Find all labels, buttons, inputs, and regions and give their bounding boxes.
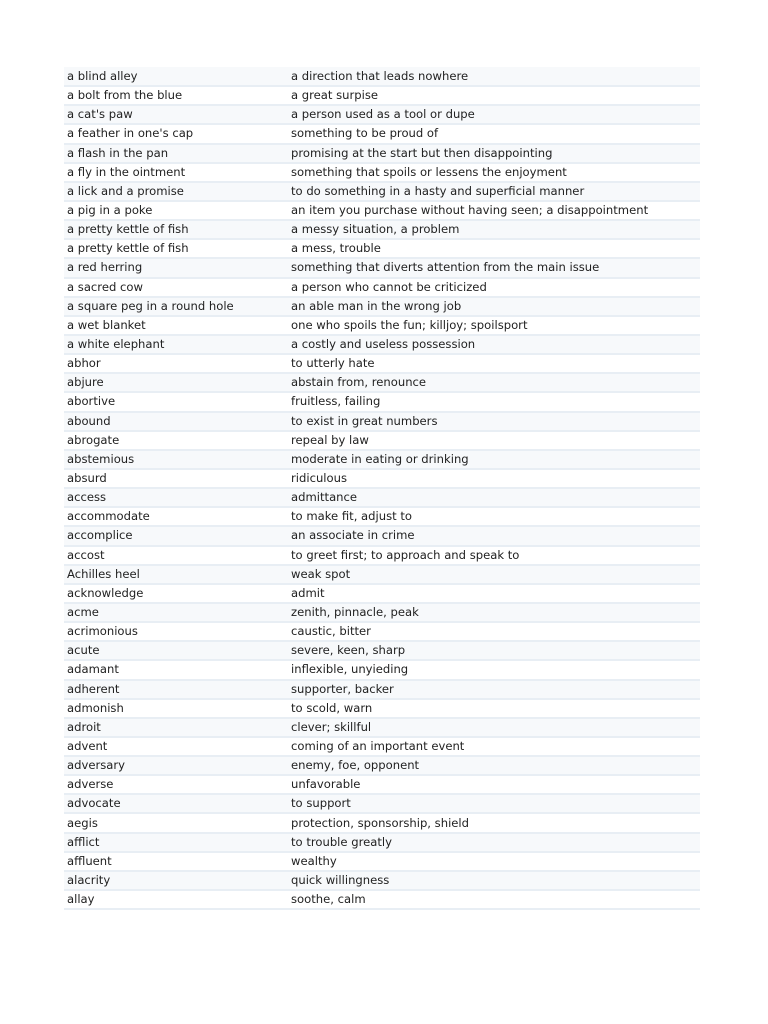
term-cell: adversary <box>64 756 288 775</box>
table-row <box>64 316 700 335</box>
table-row <box>64 603 700 622</box>
term-cell: a flash in the pan <box>64 144 288 163</box>
table-row <box>64 431 700 450</box>
term-cell: acknowledge <box>64 584 288 603</box>
definition-cell: to do something in a hasty and superficial manner <box>288 182 700 201</box>
table-row <box>64 775 700 794</box>
definition-cell: zenith, pinnacle, peak <box>288 603 700 622</box>
term-cell: a pig in a poke <box>64 201 288 220</box>
term-cell: a pretty kettle of fish <box>64 239 288 258</box>
table-row <box>64 354 700 373</box>
table-row <box>64 852 700 871</box>
definition-cell: supporter, backer <box>288 680 700 699</box>
term-cell: abrogate <box>64 431 288 450</box>
table-row <box>64 163 700 182</box>
definition-cell: a great surpise <box>288 86 700 105</box>
term-cell: acme <box>64 603 288 622</box>
table-row <box>64 890 700 909</box>
term-cell: acrimonious <box>64 622 288 641</box>
definition-cell: unfavorable <box>288 775 700 794</box>
table-row <box>64 450 700 469</box>
definition-cell: a costly and useless possession <box>288 335 700 354</box>
definition-cell: soothe, calm <box>288 890 700 909</box>
term-cell: adverse <box>64 775 288 794</box>
definition-cell: a person used as a tool or dupe <box>288 105 700 124</box>
term-cell: a pretty kettle of fish <box>64 220 288 239</box>
definition-cell: quick willingness <box>288 871 700 890</box>
term-cell: abhor <box>64 354 288 373</box>
term-cell: advent <box>64 737 288 756</box>
term-cell: affluent <box>64 852 288 871</box>
term-cell: acute <box>64 641 288 660</box>
definition-cell: moderate in eating or drinking <box>288 450 700 469</box>
definition-cell: one who spoils the fun; killjoy; spoilsport <box>288 316 700 335</box>
table-row <box>64 124 700 143</box>
term-cell: adherent <box>64 680 288 699</box>
definition-cell: a messy situation, a problem <box>288 220 700 239</box>
definition-cell: to make fit, adjust to <box>288 507 700 526</box>
table-row <box>64 565 700 584</box>
table-row <box>64 813 700 832</box>
table-row <box>64 871 700 890</box>
table-row <box>64 584 700 603</box>
table-row <box>64 526 700 545</box>
term-cell: a square peg in a round hole <box>64 297 288 316</box>
table-row <box>64 680 700 699</box>
term-cell: a blind alley <box>64 67 288 86</box>
definition-cell: a direction that leads nowhere <box>288 67 700 86</box>
term-cell: admonish <box>64 699 288 718</box>
definition-cell: an able man in the wrong job <box>288 297 700 316</box>
table-row <box>64 794 700 813</box>
term-cell: abound <box>64 412 288 431</box>
term-cell: accost <box>64 546 288 565</box>
definition-cell: fruitless, failing <box>288 392 700 411</box>
term-cell: adroit <box>64 718 288 737</box>
term-cell: a sacred cow <box>64 278 288 297</box>
term-cell: afflict <box>64 833 288 852</box>
table-row <box>64 737 700 756</box>
term-cell: a feather in one's cap <box>64 124 288 143</box>
table-row <box>64 469 700 488</box>
vocabulary-table-body <box>64 67 700 909</box>
term-cell: abjure <box>64 373 288 392</box>
table-row <box>64 86 700 105</box>
definition-cell: admit <box>288 584 700 603</box>
definition-cell: an associate in crime <box>288 526 700 545</box>
term-cell: a cat's paw <box>64 105 288 124</box>
definition-cell: to support <box>288 794 700 813</box>
table-row <box>64 488 700 507</box>
table-row <box>64 297 700 316</box>
table-row <box>64 335 700 354</box>
table-row <box>64 622 700 641</box>
definition-cell: promising at the start but then disappointing <box>288 144 700 163</box>
definition-cell: something to be proud of <box>288 124 700 143</box>
term-cell: adamant <box>64 660 288 679</box>
term-cell: aegis <box>64 813 288 832</box>
table-row <box>64 833 700 852</box>
table-row <box>64 392 700 411</box>
term-cell: advocate <box>64 794 288 813</box>
table-row <box>64 105 700 124</box>
table-row <box>64 239 700 258</box>
term-cell: allay <box>64 890 288 909</box>
table-row <box>64 373 700 392</box>
term-cell: a bolt from the blue <box>64 86 288 105</box>
term-cell: a lick and a promise <box>64 182 288 201</box>
definition-cell: an item you purchase without having seen; a disappointment <box>288 201 700 220</box>
term-cell: a wet blanket <box>64 316 288 335</box>
definition-cell: abstain from, renounce <box>288 373 700 392</box>
vocabulary-table <box>64 67 700 910</box>
definition-cell: inflexible, unyieding <box>288 660 700 679</box>
term-cell: abstemious <box>64 450 288 469</box>
definition-cell: to exist in great numbers <box>288 412 700 431</box>
definition-cell: a mess, trouble <box>288 239 700 258</box>
term-cell: accomplice <box>64 526 288 545</box>
term-cell: abortive <box>64 392 288 411</box>
table-row <box>64 756 700 775</box>
table-row <box>64 507 700 526</box>
term-cell: Achilles heel <box>64 565 288 584</box>
definition-cell: to scold, warn <box>288 699 700 718</box>
table-row <box>64 182 700 201</box>
definition-cell: severe, keen, sharp <box>288 641 700 660</box>
table-row <box>64 641 700 660</box>
table-row <box>64 699 700 718</box>
definition-cell: something that diverts attention from the main issue <box>288 258 700 277</box>
definition-cell: coming of an important event <box>288 737 700 756</box>
table-row <box>64 258 700 277</box>
definition-cell: ridiculous <box>288 469 700 488</box>
definition-cell: to utterly hate <box>288 354 700 373</box>
table-row <box>64 220 700 239</box>
definition-cell: caustic, bitter <box>288 622 700 641</box>
table-row <box>64 546 700 565</box>
definition-cell: to trouble greatly <box>288 833 700 852</box>
table-row <box>64 412 700 431</box>
definition-cell: protection, sponsorship, shield <box>288 813 700 832</box>
definition-cell: enemy, foe, opponent <box>288 756 700 775</box>
definition-cell: something that spoils or lessens the enjoyment <box>288 163 700 182</box>
definition-cell: clever; skillful <box>288 718 700 737</box>
table-row <box>64 718 700 737</box>
term-cell: alacrity <box>64 871 288 890</box>
definition-cell: a person who cannot be criticized <box>288 278 700 297</box>
term-cell: a white elephant <box>64 335 288 354</box>
term-cell: a red herring <box>64 258 288 277</box>
definition-cell: admittance <box>288 488 700 507</box>
definition-cell: to greet first; to approach and speak to <box>288 546 700 565</box>
definition-cell: wealthy <box>288 852 700 871</box>
term-cell: access <box>64 488 288 507</box>
table-row <box>64 660 700 679</box>
definition-cell: weak spot <box>288 565 700 584</box>
table-row <box>64 144 700 163</box>
table-row <box>64 201 700 220</box>
term-cell: accommodate <box>64 507 288 526</box>
term-cell: absurd <box>64 469 288 488</box>
table-row <box>64 278 700 297</box>
table-row <box>64 67 700 86</box>
term-cell: a fly in the ointment <box>64 163 288 182</box>
definition-cell: repeal by law <box>288 431 700 450</box>
